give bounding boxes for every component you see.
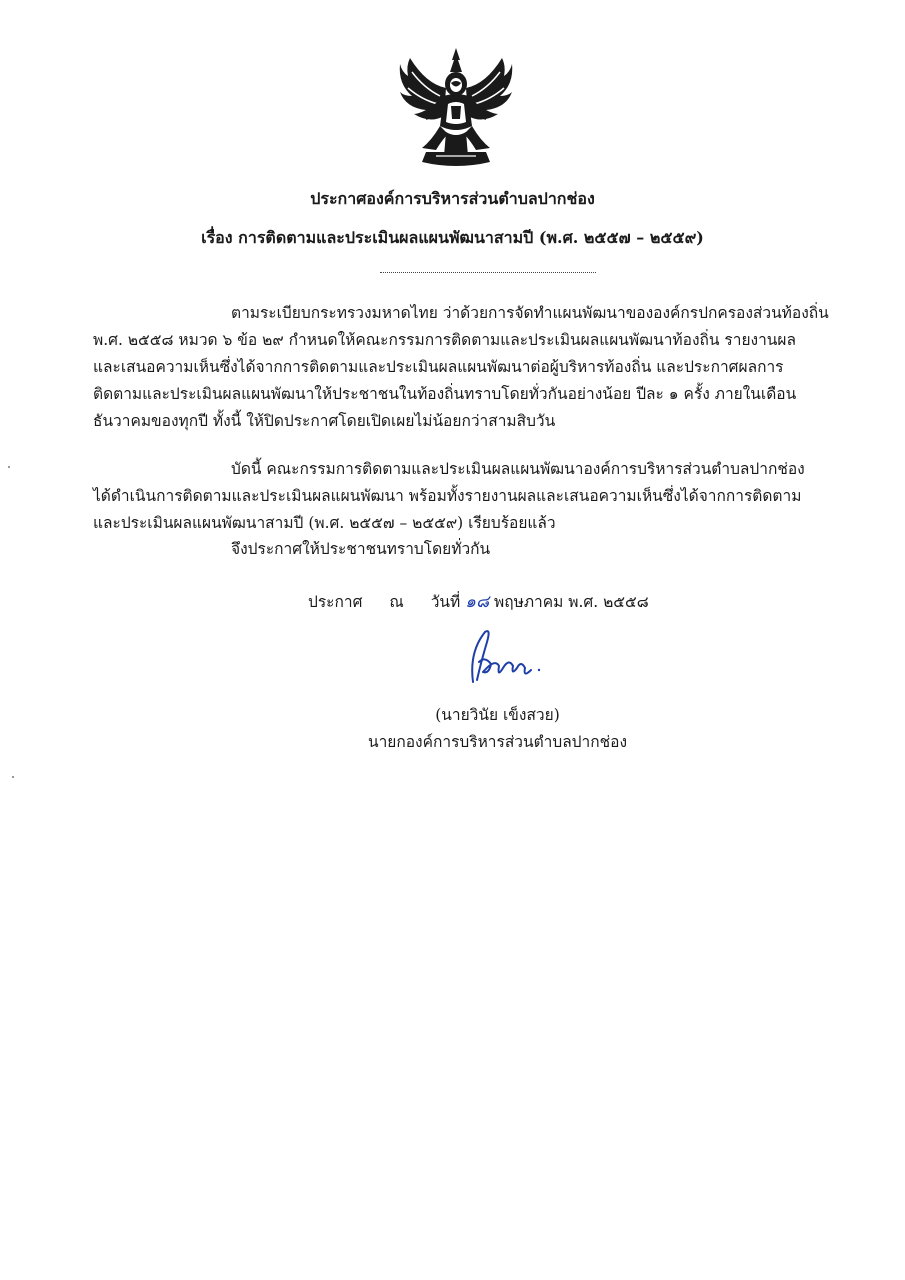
dateline-month-year: พฤษภาคม พ.ศ. ๒๕๕๘ xyxy=(494,593,649,611)
paragraph-regulation xyxy=(93,300,829,435)
announcement-dateline xyxy=(308,588,649,615)
scan-speck xyxy=(8,466,10,468)
paragraph-line: บัดนี้ คณะกรรมการติดตามและประเมินผลแผนพัฒนาองค์การบริหารส่วนตำบลปากช่อง xyxy=(231,460,805,478)
title-divider xyxy=(380,272,596,273)
paragraph-line: ธันวาคมของทุกปี ทั้งนี้ ให้ปิดประกาศโดยเปิดเผยไม่น้อยกว่าสามสิบวัน xyxy=(93,412,556,430)
paragraph-line: พ.ศ. ๒๕๕๘ หมวด ๖ ข้อ ๒๙ กำหนดให้คณะกรรมการติดตามและประเมินผลแผนพัฒนาท้องถิ่น รายงานผล xyxy=(93,331,796,349)
dateline-prefix: ประกาศ xyxy=(308,593,363,611)
paragraph-line: ติดตามและประเมินผลแผนพัฒนาให้ประชาชนในท้องถิ่นทราบโดยทั่วกันอย่างน้อย ปีละ ๑ ครั้ง ภายในเดือน xyxy=(93,385,797,403)
paragraph-status xyxy=(93,456,813,537)
dateline-day-label: วันที่ xyxy=(430,593,461,611)
signatory-title: นายกองค์การบริหารส่วนตำบลปากช่อง xyxy=(367,733,628,751)
paragraph-line: และเสนอความเห็นซึ่งได้จากการติดตามและประเมินผลแผนพัฒนาต่อผู้บริหารท้องถิ่น และประกาศผลการ xyxy=(93,358,784,376)
announcement-subject: เรื่อง การติดตามและประเมินผลแผนพัฒนาสามปี (พ.ศ. ๒๕๕๗ – ๒๕๕๙) xyxy=(201,228,704,247)
scan-speck xyxy=(12,776,14,778)
garuda-emblem-icon xyxy=(396,44,516,174)
paragraph-notice xyxy=(93,536,813,563)
paragraph-line: จึงประกาศให้ประชาชนทราบโดยทั่วกัน xyxy=(231,540,491,558)
handwritten-day: ๑๘ xyxy=(465,592,490,612)
signatory-name: (นายวินัย เข็งสวย) xyxy=(435,706,560,724)
handwritten-signature xyxy=(455,622,555,692)
dateline-at: ณ xyxy=(389,593,404,611)
paragraph-line: ตามระเบียบกระทรวงมหาดไทย ว่าด้วยการจัดทำแผนพัฒนาขององค์กรปกครองส่วนท้องถิ่น xyxy=(231,304,829,322)
paragraph-line: และประเมินผลแผนพัฒนาสามปี (พ.ศ. ๒๕๕๗ – ๒๕๕๙) เรียบร้อยแล้ว xyxy=(93,514,556,532)
paragraph-line: ได้ดำเนินการติดตามและประเมินผลแผนพัฒนา พร้อมทั้งรายงานผลและเสนอความเห็นซึ่งได้จากการติดตาม xyxy=(93,487,802,505)
announcement-title: ประกาศองค์การบริหารส่วนตำบลปากช่อง xyxy=(310,189,595,208)
